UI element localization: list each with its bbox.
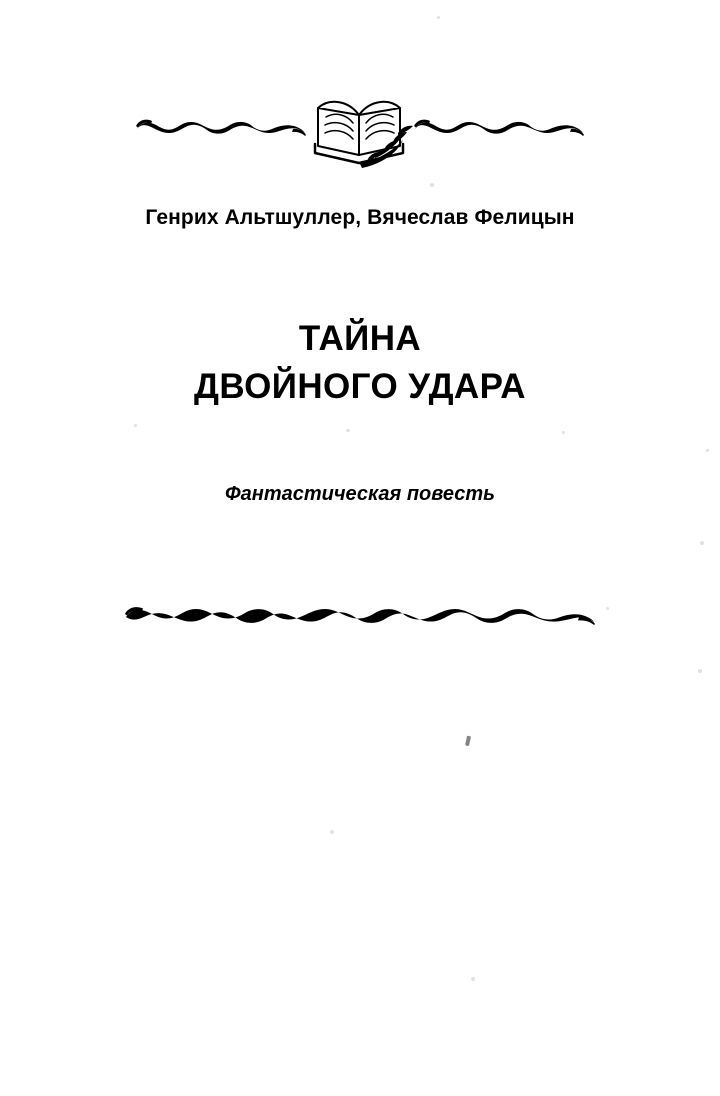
bottom-ornament-band [0, 596, 720, 636]
scan-speckle [437, 16, 440, 19]
title-line-1: ТАЙНА [298, 319, 422, 359]
scan-speckle [346, 429, 350, 432]
scan-speckle [471, 977, 475, 981]
wavy-flourish-ornament-left [136, 111, 306, 145]
scan-speckle [430, 183, 434, 187]
open-book-with-branch-emblem [300, 80, 420, 176]
scan-speckle [330, 830, 334, 834]
scan-speckle [706, 449, 709, 452]
page-title [0, 315, 720, 411]
subtitle: Фантастическая повесть [225, 483, 495, 505]
wavy-flourish-ornament-right [414, 111, 584, 145]
scan-speckle [698, 669, 702, 673]
authors-line: Генрих Альтшуллер, Вячеслав Фелицын [145, 206, 575, 229]
top-ornament-band [0, 78, 720, 178]
title-line-2: ДВОЙНОГО УДАРА [194, 367, 526, 407]
scan-speckle [700, 541, 704, 545]
scan-speckle [134, 424, 137, 427]
scan-ink-mark [465, 736, 471, 747]
wavy-flourish-ornament-bottom [125, 599, 595, 633]
scan-speckle [562, 431, 565, 434]
